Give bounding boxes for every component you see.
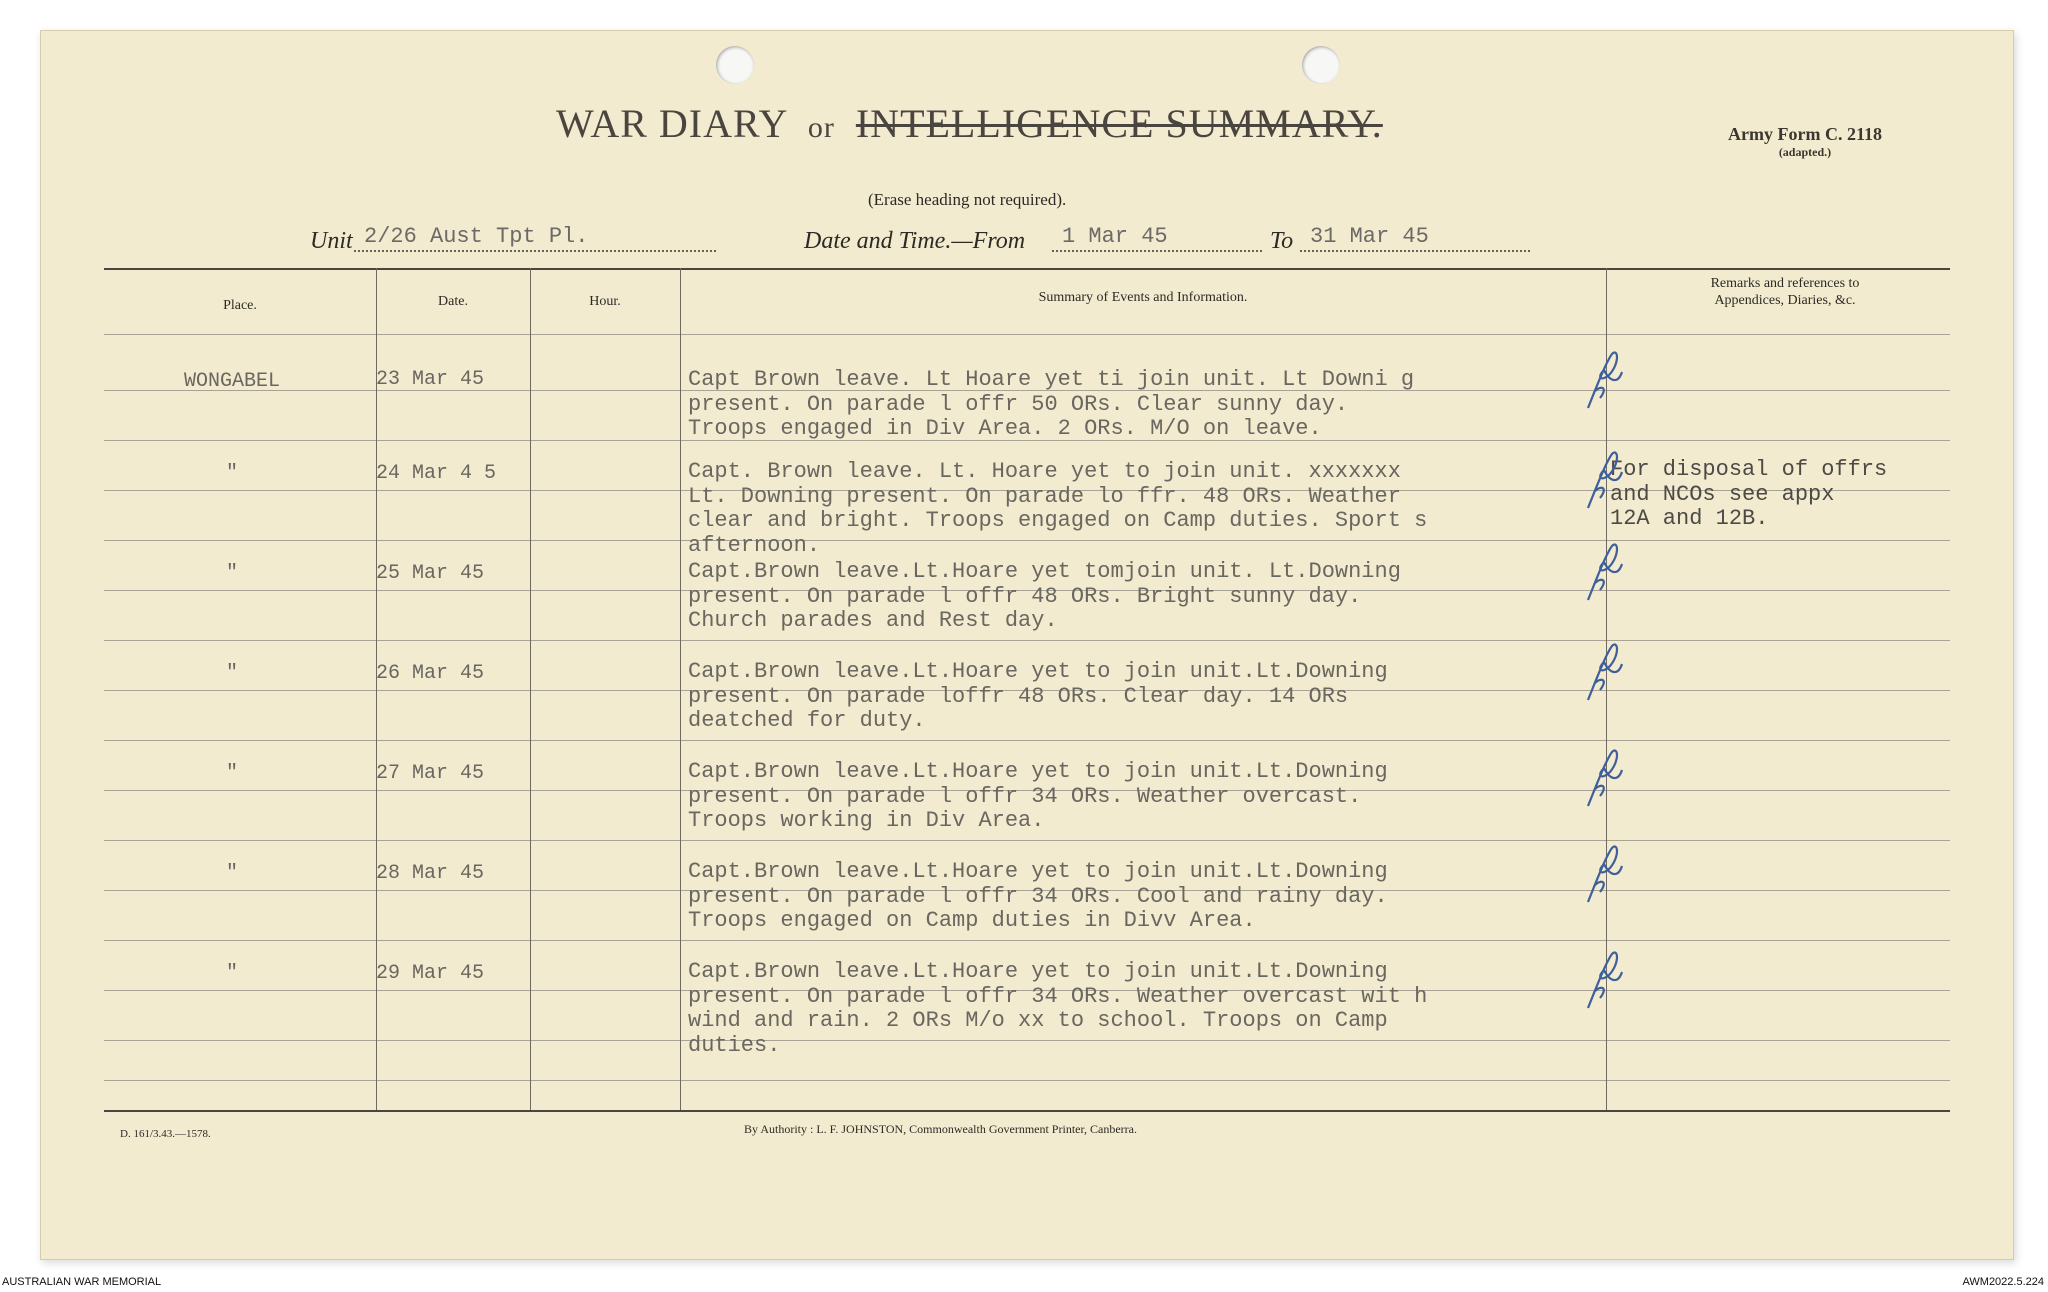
punch-hole-right — [1302, 46, 1340, 84]
col-header-date: Date. — [438, 294, 468, 309]
column-divider — [530, 268, 531, 1110]
title-or: or — [807, 111, 835, 144]
col-header-remarks: Remarks and references to Appendices, Diaries, &c. — [1710, 276, 1860, 308]
entry-summary: Capt. Brown leave. Lt. Hoare yet to join unit. xxxxxxx Lt. Downing present. On parade lo ffr. 48 ORs. Weather clear and bright. Troops engaged on Camp duties. Sport s afternoon. — [688, 459, 1428, 558]
header-rule — [104, 334, 1950, 335]
title-struck: INTELLIGENCE SUMMARY. — [855, 101, 1383, 146]
entry-place: " — [225, 462, 238, 485]
entry-remarks: For disposal of offrs and NCOs see appx 12A and 12B. — [1610, 457, 1888, 531]
unit-value: 2/26 Aust Tpt Pl. — [354, 224, 716, 252]
row-rule — [104, 940, 1950, 941]
to-value: 31 Mar 45 — [1300, 224, 1530, 252]
entry-place: WONGABEL — [183, 370, 280, 393]
to-label: To — [1270, 228, 1294, 254]
entry-date: 24 Mar 4 5 — [376, 462, 497, 485]
army-form-note: (adapted.) — [1778, 145, 1832, 159]
entry-date: 25 Mar 45 — [376, 562, 485, 585]
printer-authority: By Authority : L. F. JOHNSTON, Commonwealth Government Printer, Canberra. — [744, 1122, 1137, 1136]
entry-date: 28 Mar 45 — [376, 862, 485, 885]
form-code: D. 161/3.43.—1578. — [120, 1128, 211, 1140]
subtitle: (Erase heading not required). — [868, 190, 1067, 209]
column-divider — [680, 268, 681, 1110]
entry-place: " — [225, 662, 238, 685]
army-form-number: Army Form C. 2118 — [1728, 124, 1882, 144]
entry-summary: Capt Brown leave. Lt Hoare yet ti join unit. Lt Downi g present. On parade l offr 50 ORs. Clear sunny day. Troops engaged in Div Area. 2 ORs. M/O on leave. — [688, 367, 1415, 441]
unit-label: Unit — [310, 228, 353, 254]
row-rule — [104, 740, 1950, 741]
entry-place: " — [225, 562, 238, 585]
initials-signature — [1582, 746, 1626, 812]
page-title — [556, 100, 1383, 147]
row-rule — [104, 640, 1950, 641]
col-header-place: Place. — [223, 298, 257, 313]
army-form-label — [1728, 124, 1882, 160]
entry-summary: Capt.Brown leave.Lt.Hoare yet to join unit.Lt.Downing present. On parade l offr 34 ORs. Weather overcast. Troops working in Div Area. — [688, 759, 1388, 833]
title-main: WAR DIARY — [556, 101, 787, 146]
initials-signature — [1582, 640, 1626, 706]
entry-summary: Capt.Brown leave.Lt.Hoare yet to join unit.Lt.Downing present. On parade l offr 34 ORs. Cool and rainy day. Troops engaged on Camp duties in Divv Area. — [688, 859, 1388, 933]
entry-date: 26 Mar 45 — [376, 662, 485, 685]
punch-hole-left — [716, 46, 754, 84]
diary-sheet — [40, 30, 2014, 1260]
entry-date: 29 Mar 45 — [376, 962, 485, 985]
col-header-hour: Hour. — [589, 294, 621, 309]
entry-date: 23 Mar 45 — [376, 368, 485, 391]
entry-place: " — [225, 762, 238, 785]
row-rule — [104, 1080, 1950, 1081]
entry-summary: Capt.Brown leave.Lt.Hoare yet tomjoin unit. Lt.Downing present. On parade l offr 48 ORs. Bright sunny day. Church parades and Rest day. — [688, 559, 1401, 633]
row-rule — [104, 840, 1950, 841]
archive-mark-right: AWM2022.5.224 — [1962, 1276, 2044, 1288]
entry-place: " — [225, 962, 238, 985]
initials-signature — [1582, 540, 1626, 606]
entry-place: " — [225, 862, 238, 885]
archive-mark-left: AUSTRALIAN WAR MEMORIAL — [2, 1276, 162, 1288]
entry-summary: Capt.Brown leave.Lt.Hoare yet to join unit.Lt.Downing present. On parade loffr 48 ORs. Clear day. 14 ORs deatched for duty. — [688, 659, 1388, 733]
initials-signature — [1582, 842, 1626, 908]
col-header-summary: Summary of Events and Information. — [1038, 290, 1248, 305]
initials-signature — [1582, 448, 1626, 514]
entry-summary: Capt.Brown leave.Lt.Hoare yet to join unit.Lt.Downing present. On parade l offr 34 ORs. Weather overcast wit h wind and rain. 2 ORs M/o xx to school. Troops on Camp duties. — [688, 959, 1428, 1058]
table-bottom-rule — [104, 1110, 1950, 1112]
initials-signature — [1582, 348, 1626, 414]
initials-signature — [1582, 948, 1626, 1014]
date-time-label: Date and Time.—From — [804, 228, 1026, 254]
from-value: 1 Mar 45 — [1052, 224, 1262, 252]
entry-date: 27 Mar 45 — [376, 762, 485, 785]
table-top-rule — [104, 268, 1950, 270]
